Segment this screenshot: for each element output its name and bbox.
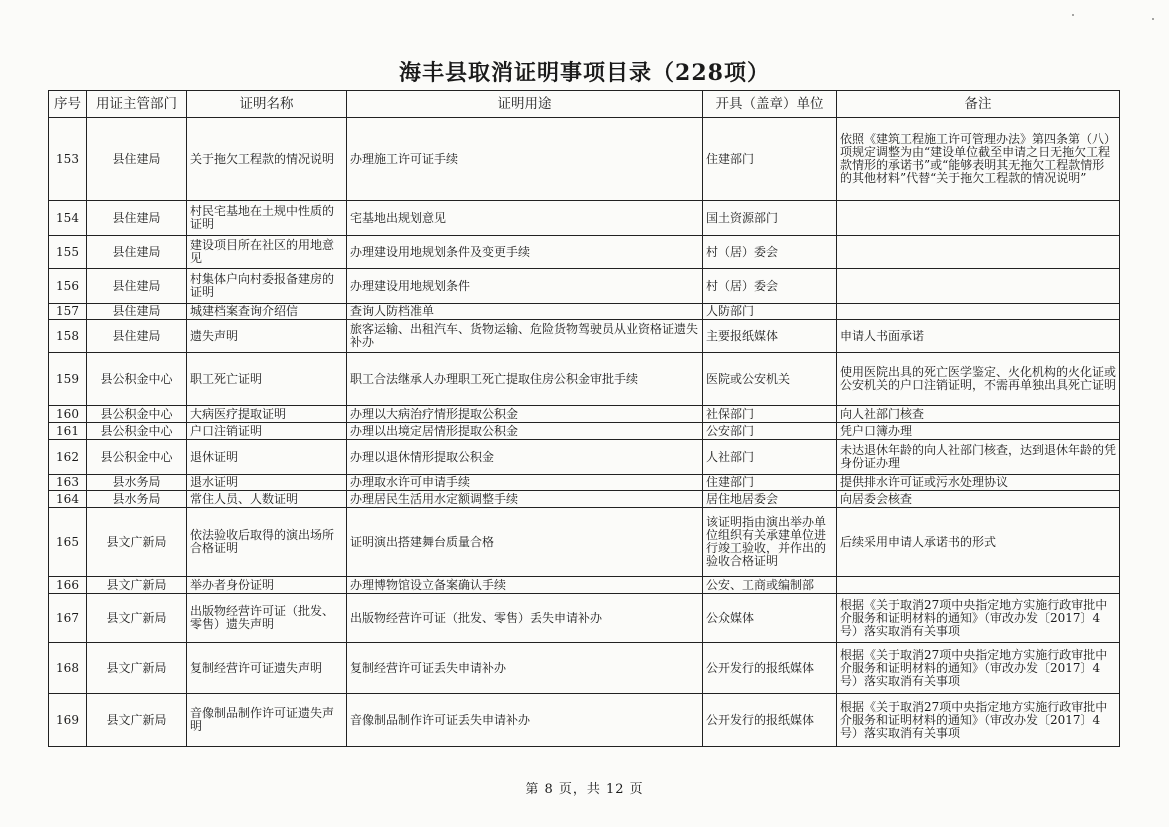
cell-name: 村集体户向村委报备建房的证明 bbox=[187, 269, 347, 304]
cell-name: 出版物经营许可证（批发、零售）遗失声明 bbox=[187, 594, 347, 643]
cell-no: 162 bbox=[49, 440, 87, 475]
catalog-table bbox=[48, 90, 1120, 747]
cell-dept: 县住建局 bbox=[87, 236, 187, 269]
cell-dept: 县住建局 bbox=[87, 118, 187, 201]
table-row bbox=[49, 594, 1120, 643]
cell-use: 办理居民生活用水定额调整手续 bbox=[347, 491, 703, 508]
cell-dept: 县公积金中心 bbox=[87, 423, 187, 440]
cell-dept: 县水务局 bbox=[87, 475, 187, 491]
cell-name: 建设项目所在社区的用地意见 bbox=[187, 236, 347, 269]
cell-name: 户口注销证明 bbox=[187, 423, 347, 440]
cell-no: 157 bbox=[49, 304, 87, 320]
cell-use: 办理博物馆设立备案确认手续 bbox=[347, 577, 703, 594]
cell-issuer: 该证明指由演出举办单位组织有关承建单位进行竣工验收，并作出的验收合格证明 bbox=[703, 508, 837, 577]
cell-note: 申请人书面承诺 bbox=[837, 320, 1120, 353]
cell-issuer: 国土资源部门 bbox=[703, 201, 837, 236]
cell-issuer: 公开发行的报纸媒体 bbox=[703, 694, 837, 747]
cell-note bbox=[837, 236, 1120, 269]
cell-name: 音像制品制作许可证遗失声明 bbox=[187, 694, 347, 747]
cell-dept: 县水务局 bbox=[87, 491, 187, 508]
cell-note: 提供排水许可证或污水处理协议 bbox=[837, 475, 1120, 491]
cell-name: 关于拖欠工程款的情况说明 bbox=[187, 118, 347, 201]
cell-no: 160 bbox=[49, 406, 87, 423]
cell-issuer: 公安、工商或编制部 bbox=[703, 577, 837, 594]
cell-note: 依照《建筑工程施工许可管理办法》第四条第（八）项规定调整为由“建设单位截至申请之日无拖欠工程款情形的承诺书”或“能够表明其无拖欠工程款情形的其他材料”代替“关于拖欠工程款的情况说明” bbox=[837, 118, 1120, 201]
cell-no: 154 bbox=[49, 201, 87, 236]
cell-note: 后续采用申请人承诺书的形式 bbox=[837, 508, 1120, 577]
cell-use: 办理施工许可证手续 bbox=[347, 118, 703, 201]
cell-use: 宅基地出规划意见 bbox=[347, 201, 703, 236]
table-row bbox=[49, 269, 1120, 304]
cell-issuer: 公安部门 bbox=[703, 423, 837, 440]
cell-note: 向居委会核查 bbox=[837, 491, 1120, 508]
table-row bbox=[49, 406, 1120, 423]
cell-dept: 县住建局 bbox=[87, 320, 187, 353]
page-title: 海丰县取消证明事项目录（228项） bbox=[399, 60, 770, 86]
table-row bbox=[49, 353, 1120, 406]
table-row bbox=[49, 236, 1120, 269]
cell-no: 163 bbox=[49, 475, 87, 491]
header-no: 序号 bbox=[49, 91, 87, 118]
cell-no: 165 bbox=[49, 508, 87, 577]
cell-issuer: 公开发行的报纸媒体 bbox=[703, 643, 837, 694]
table-row bbox=[49, 643, 1120, 694]
cell-name: 村民宅基地在土规中性质的证明 bbox=[187, 201, 347, 236]
cell-note: 根据《关于取消27项中央指定地方实施行政审批中介服务和证明材料的通知》（审改办发〔2017〕4号）落实取消有关事项 bbox=[837, 643, 1120, 694]
table-row bbox=[49, 304, 1120, 320]
table-row bbox=[49, 440, 1120, 475]
cell-use: 办理取水许可申请手续 bbox=[347, 475, 703, 491]
table-row bbox=[49, 423, 1120, 440]
table-row bbox=[49, 491, 1120, 508]
cell-issuer: 公众媒体 bbox=[703, 594, 837, 643]
cell-note bbox=[837, 269, 1120, 304]
cell-note: 根据《关于取消27项中央指定地方实施行政审批中介服务和证明材料的通知》（审改办发〔2017〕4号）落实取消有关事项 bbox=[837, 694, 1120, 747]
cell-issuer: 村（居）委会 bbox=[703, 269, 837, 304]
cell-use: 办理以大病治疗情形提取公积金 bbox=[347, 406, 703, 423]
header-name: 证明名称 bbox=[187, 91, 347, 118]
table-row bbox=[49, 118, 1120, 201]
cell-no: 164 bbox=[49, 491, 87, 508]
cell-name: 城建档案查询介绍信 bbox=[187, 304, 347, 320]
cell-issuer: 住建部门 bbox=[703, 475, 837, 491]
header-issuer: 开具（盖章）单位 bbox=[703, 91, 837, 118]
cell-no: 153 bbox=[49, 118, 87, 201]
cell-issuer: 人防部门 bbox=[703, 304, 837, 320]
cell-use: 查询人防档准单 bbox=[347, 304, 703, 320]
table-row bbox=[49, 475, 1120, 491]
cell-dept: 县住建局 bbox=[87, 269, 187, 304]
cell-note: 向人社部门核查 bbox=[837, 406, 1120, 423]
cell-use: 办理建设用地规划条件 bbox=[347, 269, 703, 304]
cell-use: 旅客运输、出租汽车、货物运输、危险货物驾驶员从业资格证遗失补办 bbox=[347, 320, 703, 353]
cell-use: 证明演出搭建舞台质量合格 bbox=[347, 508, 703, 577]
cell-dept: 县住建局 bbox=[87, 201, 187, 236]
cell-issuer: 社保部门 bbox=[703, 406, 837, 423]
cell-dept: 县公积金中心 bbox=[87, 353, 187, 406]
cell-use: 职工合法继承人办理职工死亡提取住房公积金审批手续 bbox=[347, 353, 703, 406]
cell-name: 大病医疗提取证明 bbox=[187, 406, 347, 423]
cell-issuer: 住建部门 bbox=[703, 118, 837, 201]
cell-dept: 县文广新局 bbox=[87, 577, 187, 594]
cell-note bbox=[837, 201, 1120, 236]
cell-use: 复制经营许可证丢失申请补办 bbox=[347, 643, 703, 694]
table-row bbox=[49, 320, 1120, 353]
header-dept: 用证主管部门 bbox=[87, 91, 187, 118]
cell-dept: 县文广新局 bbox=[87, 508, 187, 577]
cell-issuer: 医院或公安机关 bbox=[703, 353, 837, 406]
cell-name: 退休证明 bbox=[187, 440, 347, 475]
cell-issuer: 居住地居委会 bbox=[703, 491, 837, 508]
table-header-row bbox=[49, 91, 1120, 118]
cell-note bbox=[837, 304, 1120, 320]
cell-no: 156 bbox=[49, 269, 87, 304]
cell-name: 依法验收后取得的演出场所合格证明 bbox=[187, 508, 347, 577]
cell-dept: 县公积金中心 bbox=[87, 440, 187, 475]
cell-no: 167 bbox=[49, 594, 87, 643]
cell-dept: 县住建局 bbox=[87, 304, 187, 320]
page-footer: 第 8 页，共 12 页 bbox=[525, 782, 644, 797]
table-row bbox=[49, 577, 1120, 594]
cell-dept: 县文广新局 bbox=[87, 594, 187, 643]
cell-dept: 县文广新局 bbox=[87, 694, 187, 747]
table-row bbox=[49, 694, 1120, 747]
cell-no: 168 bbox=[49, 643, 87, 694]
header-use: 证明用途 bbox=[347, 91, 703, 118]
cell-no: 159 bbox=[49, 353, 87, 406]
cell-issuer: 人社部门 bbox=[703, 440, 837, 475]
cell-issuer: 村（居）委会 bbox=[703, 236, 837, 269]
cell-no: 155 bbox=[49, 236, 87, 269]
cell-use: 音像制品制作许可证丢失申请补办 bbox=[347, 694, 703, 747]
cell-note bbox=[837, 577, 1120, 594]
cell-no: 166 bbox=[49, 577, 87, 594]
cell-name: 遗失声明 bbox=[187, 320, 347, 353]
cell-note: 根据《关于取消27项中央指定地方实施行政审批中介服务和证明材料的通知》（审改办发〔2017〕4号）落实取消有关事项 bbox=[837, 594, 1120, 643]
cell-no: 161 bbox=[49, 423, 87, 440]
scan-speck bbox=[1072, 14, 1074, 16]
cell-name: 复制经营许可证遗失声明 bbox=[187, 643, 347, 694]
cell-note: 使用医院出具的死亡医学鉴定、火化机构的火化证或公安机关的户口注销证明，不需再单独出具死亡证明 bbox=[837, 353, 1120, 406]
cell-name: 常住人员、人数证明 bbox=[187, 491, 347, 508]
cell-no: 169 bbox=[49, 694, 87, 747]
table-row bbox=[49, 201, 1120, 236]
cell-note: 凭户口簿办理 bbox=[837, 423, 1120, 440]
cell-use: 出版物经营许可证（批发、零售）丢失申请补办 bbox=[347, 594, 703, 643]
cell-name: 退水证明 bbox=[187, 475, 347, 491]
cell-dept: 县公积金中心 bbox=[87, 406, 187, 423]
cell-issuer: 主要报纸媒体 bbox=[703, 320, 837, 353]
cell-note: 未达退休年龄的向人社部门核查，达到退休年龄的凭身份证办理 bbox=[837, 440, 1120, 475]
cell-name: 举办者身份证明 bbox=[187, 577, 347, 594]
cell-use: 办理建设用地规划条件及变更手续 bbox=[347, 236, 703, 269]
cell-use: 办理以退休情形提取公积金 bbox=[347, 440, 703, 475]
cell-use: 办理以出境定居情形提取公积金 bbox=[347, 423, 703, 440]
cell-no: 158 bbox=[49, 320, 87, 353]
scan-speck bbox=[1152, 18, 1154, 20]
cell-name: 职工死亡证明 bbox=[187, 353, 347, 406]
header-note: 备注 bbox=[837, 91, 1120, 118]
table-row bbox=[49, 508, 1120, 577]
cell-dept: 县文广新局 bbox=[87, 643, 187, 694]
